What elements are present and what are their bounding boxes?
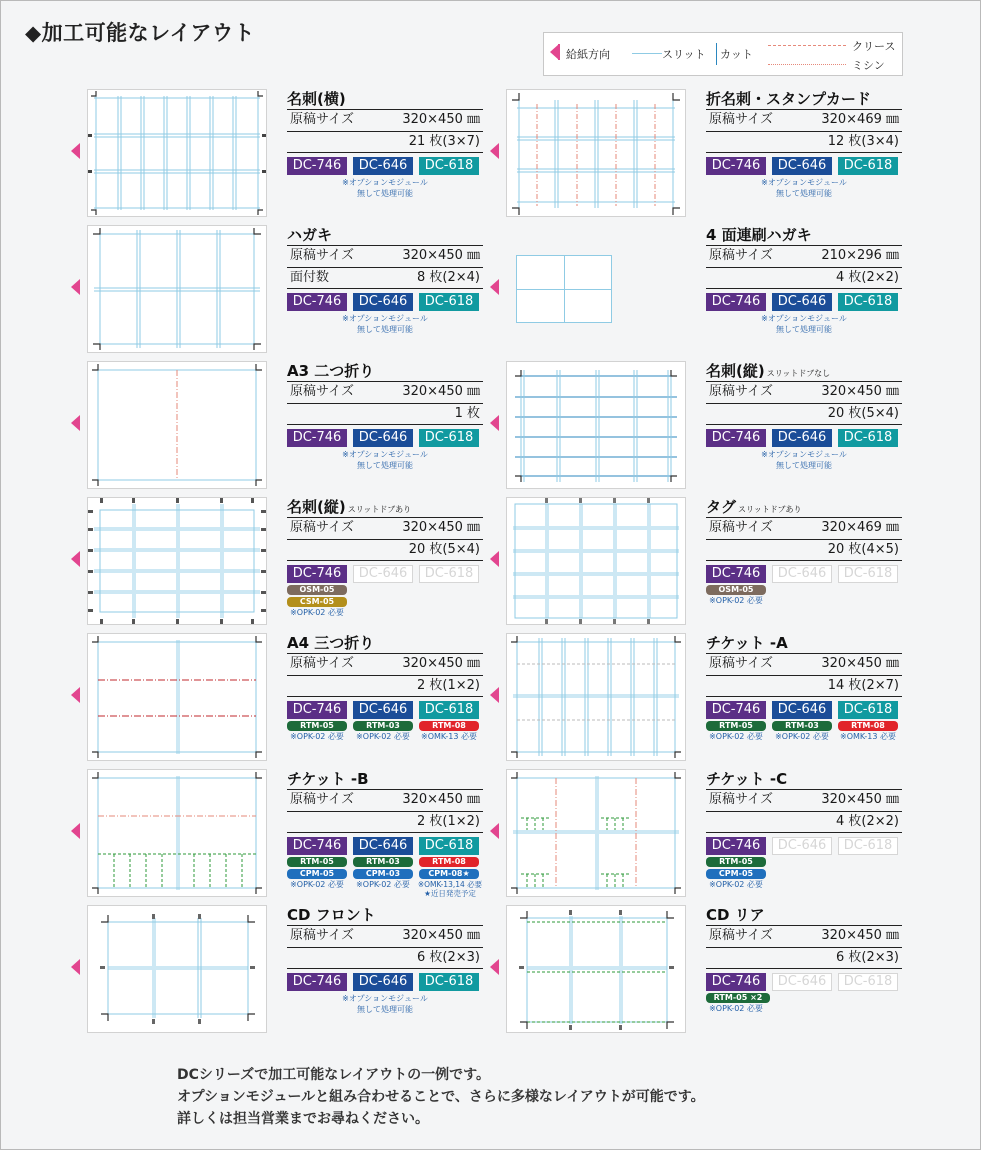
layout-info xyxy=(287,633,483,761)
layout-title: 名刺(横) xyxy=(287,90,346,108)
model-badges xyxy=(287,565,483,585)
module-rtm03-badge: RTM-03 xyxy=(353,721,413,731)
spec-row-count: 20 枚(5×4) xyxy=(287,539,483,561)
layout-card-postcard xyxy=(87,225,502,353)
layout-card-business-card-landscape xyxy=(87,89,502,217)
layout-diagram xyxy=(87,225,267,353)
layout-diagram xyxy=(506,769,686,897)
spec-row-size: 原稿サイズ 320×450 ㎜ xyxy=(287,653,483,675)
model-dc746-badge: DC-746 xyxy=(287,973,347,991)
option-note: ※オプションモジュール xyxy=(761,314,847,323)
slit-line-icon xyxy=(632,53,662,54)
model-dc646-badge-disabled: DC-646 xyxy=(772,837,832,855)
requirement-note: ※OPK-02 必要 xyxy=(290,732,344,741)
model-dc746-badge: DC-746 xyxy=(706,837,766,855)
layout-info xyxy=(706,361,902,471)
model-dc618-badge-disabled: DC-618 xyxy=(419,565,479,583)
model-dc646-badge-disabled: DC-646 xyxy=(772,565,832,583)
option-note: 無して処理可能 xyxy=(776,461,832,470)
feed-direction-icon xyxy=(490,415,499,431)
option-note: 無して処理可能 xyxy=(776,189,832,198)
model-dc618-badge: DC-618 xyxy=(838,429,898,447)
spec-row-size: 原稿サイズ 320×450 ㎜ xyxy=(287,245,483,267)
layout-card-business-card-portrait-no-gutter xyxy=(506,361,921,489)
layout-title: チケット -C xyxy=(706,770,788,788)
feed-direction-icon xyxy=(71,279,80,295)
model-badges xyxy=(706,157,902,177)
model-badges xyxy=(287,157,483,177)
legend-slit-label: スリット xyxy=(662,48,706,61)
requirement-note: ※OMK-13 必要 xyxy=(840,732,896,741)
model-dc646-badge: DC-646 xyxy=(353,973,413,991)
requirement-note: ※OPK-02 必要 xyxy=(356,732,410,741)
layout-diagram xyxy=(506,89,686,217)
module-rtm08-badge: RTM-08 xyxy=(419,721,479,731)
spec-row-count: 1 枚 xyxy=(287,403,483,425)
legend-feed-label: 給紙方向 xyxy=(566,48,610,61)
layout-info xyxy=(287,769,483,897)
model-dc746-badge: DC-746 xyxy=(287,293,347,311)
module-rtm05-badge: RTM-05 xyxy=(287,721,347,731)
model-badges xyxy=(706,565,902,585)
layout-title: 4 面連刷ハガキ xyxy=(706,226,812,244)
model-dc618-badge: DC-618 xyxy=(419,701,479,719)
model-dc618-badge-disabled: DC-618 xyxy=(838,837,898,855)
module-badges xyxy=(287,721,483,761)
module-rtm03-badge: RTM-03 xyxy=(353,857,413,867)
model-badges xyxy=(287,429,483,449)
layout-card-ticket-b xyxy=(87,769,502,897)
option-note: 無して処理可能 xyxy=(776,325,832,334)
legend-perf-label: ミシン xyxy=(852,59,885,72)
module-badges xyxy=(706,721,902,761)
model-dc618-badge: DC-618 xyxy=(419,157,479,175)
model-dc646-badge: DC-646 xyxy=(353,429,413,447)
option-note: 無して処理可能 xyxy=(357,325,413,334)
option-note: 無して処理可能 xyxy=(357,1005,413,1014)
option-note: 無して処理可能 xyxy=(357,189,413,198)
layout-diagram xyxy=(516,255,612,323)
footer-line: オプションモジュールと組み合わせることで、さらに多様なレイアウトが可能です。 xyxy=(177,1089,705,1105)
layout-info xyxy=(287,225,483,335)
option-note: ※オプションモジュール xyxy=(342,994,428,1003)
spec-row-count: 4 枚(2×2) xyxy=(706,811,902,833)
model-dc746-badge: DC-746 xyxy=(287,565,347,583)
model-dc746-badge: DC-746 xyxy=(287,429,347,447)
requirement-note: ※OPK-02 必要 xyxy=(290,608,344,617)
spec-row-count: 14 枚(2×7) xyxy=(706,675,902,697)
requirement-note: ※OPK-02 必要 xyxy=(709,1004,763,1013)
layout-diagram xyxy=(87,497,267,625)
model-dc618-badge: DC-618 xyxy=(419,429,479,447)
feed-direction-icon xyxy=(71,415,80,431)
footer-line: DCシリーズで加工可能なレイアウトの一例です。 xyxy=(177,1067,490,1083)
option-note: ※オプションモジュール xyxy=(342,314,428,323)
model-dc646-badge: DC-646 xyxy=(772,293,832,311)
model-dc646-badge: DC-646 xyxy=(353,293,413,311)
layout-diagram xyxy=(506,905,686,1033)
model-badges xyxy=(706,701,902,721)
spec-row-count: 4 枚(2×2) xyxy=(706,267,902,289)
spec-row-size: 原稿サイズ 320×450 ㎜ xyxy=(706,381,902,403)
feed-direction-icon xyxy=(490,959,499,975)
layout-diagram xyxy=(506,633,686,761)
feed-direction-icon xyxy=(490,143,499,159)
requirement-note: ※OPK-02 必要 xyxy=(290,880,344,889)
option-note: ※オプションモジュール xyxy=(342,450,428,459)
legend-crease-label: クリース xyxy=(852,40,896,53)
layout-info xyxy=(706,905,902,1033)
feed-direction-icon xyxy=(71,143,80,159)
model-dc746-badge: DC-746 xyxy=(706,973,766,991)
layout-card-folded-card xyxy=(506,89,921,217)
page-title: ◆加工可能なレイアウト xyxy=(25,21,255,45)
module-osm05-badge: OSM-05 xyxy=(706,585,766,595)
crease-line-icon xyxy=(768,45,846,46)
module-cpm05-badge: CPM-05 xyxy=(287,869,347,879)
layout-title: CD リア xyxy=(706,906,765,924)
model-dc646-badge: DC-646 xyxy=(772,701,832,719)
layout-info xyxy=(287,905,483,1015)
module-cpm05-badge: CPM-05 xyxy=(706,869,766,879)
requirement-note: ※OPK-02 必要 xyxy=(709,596,763,605)
spec-row-count: 2 枚(1×2) xyxy=(287,675,483,697)
model-dc746-badge: DC-746 xyxy=(706,293,766,311)
model-badges xyxy=(287,837,483,857)
perf-line-icon xyxy=(768,64,846,65)
layout-card-ticket-c xyxy=(506,769,921,897)
model-badges xyxy=(287,293,483,313)
footer-text xyxy=(177,1064,705,1130)
module-badges xyxy=(287,585,483,625)
feed-direction-icon xyxy=(490,687,499,703)
spec-row-size: 原稿サイズ 320×469 ㎜ xyxy=(706,517,902,539)
model-dc618-badge: DC-618 xyxy=(419,837,479,855)
layout-info xyxy=(706,769,902,897)
layout-title: 名刺(縦) スリットドブあり xyxy=(287,498,412,516)
layout-card-business-card-portrait-gutter xyxy=(87,497,502,625)
layout-info xyxy=(287,361,483,471)
layout-info xyxy=(287,497,483,625)
model-dc746-badge: DC-746 xyxy=(706,157,766,175)
model-dc746-badge: DC-746 xyxy=(287,701,347,719)
layout-info xyxy=(287,89,483,199)
requirement-note: ※OPK-02 必要 xyxy=(709,880,763,889)
spec-row-size: 原稿サイズ 320×450 ㎜ xyxy=(706,653,902,675)
layout-card-cd-rear xyxy=(506,905,921,1033)
option-note: ※オプションモジュール xyxy=(761,178,847,187)
module-badges xyxy=(706,585,902,625)
spec-row-count: 21 枚(3×7) xyxy=(287,131,483,153)
requirement-note: ※OPK-02 必要 xyxy=(709,732,763,741)
layout-diagram xyxy=(506,361,686,489)
layout-title: チケット -B xyxy=(287,770,369,788)
feed-direction-icon xyxy=(71,687,80,703)
layout-diagram xyxy=(87,769,267,897)
layout-title: A4 三つ折り xyxy=(287,634,375,652)
model-dc618-badge: DC-618 xyxy=(838,701,898,719)
module-badges xyxy=(706,857,902,897)
option-note: ※オプションモジュール xyxy=(761,450,847,459)
module-osm05-badge: OSM-05 xyxy=(287,585,347,595)
model-dc646-badge: DC-646 xyxy=(353,837,413,855)
layout-title: チケット -A xyxy=(706,634,788,652)
model-dc646-badge-disabled: DC-646 xyxy=(772,973,832,991)
legend xyxy=(543,32,903,76)
layout-card-4up-postcard xyxy=(506,225,921,353)
model-badges xyxy=(287,973,483,993)
model-dc618-badge-disabled: DC-618 xyxy=(838,565,898,583)
layout-card-ticket-a xyxy=(506,633,921,761)
model-badges xyxy=(706,429,902,449)
requirement-note: ※OMK-13 必要 xyxy=(421,732,477,741)
model-dc618-badge: DC-618 xyxy=(838,157,898,175)
layout-title: CD フロント xyxy=(287,906,376,924)
model-dc618-badge: DC-618 xyxy=(419,293,479,311)
feed-direction-icon xyxy=(71,551,80,567)
requirement-note: ※OPK-02 必要 xyxy=(356,880,410,889)
model-dc646-badge: DC-646 xyxy=(772,429,832,447)
layout-card-cd-front xyxy=(87,905,502,1033)
model-dc646-badge: DC-646 xyxy=(353,701,413,719)
option-note: ※オプションモジュール xyxy=(342,178,428,187)
layout-diagram xyxy=(87,633,267,761)
model-dc646-badge: DC-646 xyxy=(353,157,413,175)
layout-diagram xyxy=(87,361,267,489)
model-dc618-badge: DC-618 xyxy=(419,973,479,991)
spec-row-size: 原稿サイズ 320×450 ㎜ xyxy=(706,925,902,947)
layout-info xyxy=(706,89,902,199)
model-dc746-badge: DC-746 xyxy=(706,565,766,583)
spec-row-count: 6 枚(2×3) xyxy=(706,947,902,969)
module-cpm03-badge: CPM-03 xyxy=(353,869,413,879)
model-badges xyxy=(706,837,902,857)
model-dc746-badge: DC-746 xyxy=(287,157,347,175)
model-dc646-badge: DC-646 xyxy=(772,157,832,175)
model-dc746-badge: DC-746 xyxy=(706,429,766,447)
spec-row-size: 原稿サイズ 320×450 ㎜ xyxy=(287,109,483,131)
model-badges xyxy=(287,701,483,721)
spec-row-size: 原稿サイズ 210×296 ㎜ xyxy=(706,245,902,267)
layout-info xyxy=(706,497,902,625)
spec-row-count: 12 枚(3×4) xyxy=(706,131,902,153)
module-rtm08-badge: RTM-08 xyxy=(419,857,479,867)
coming-soon-note: ★近日発売予定 xyxy=(424,889,476,898)
layout-diagram xyxy=(87,89,267,217)
module-rtm05-badge: RTM-05 xyxy=(287,857,347,867)
spec-row-size: 原稿サイズ 320×450 ㎜ xyxy=(287,925,483,947)
module-rtm05x2-badge: RTM-05 ×2 xyxy=(706,993,770,1003)
module-cpm08-badge: CPM-08★ xyxy=(419,869,479,879)
layout-diagram xyxy=(506,497,686,625)
requirement-note: ※OMK-13,14 必要 xyxy=(417,880,483,889)
spec-row-count: 6 枚(2×3) xyxy=(287,947,483,969)
module-rtm03-badge: RTM-03 xyxy=(772,721,832,731)
layout-card-a3-half-fold xyxy=(87,361,502,489)
cut-line xyxy=(517,289,611,290)
legend-cut-label: カット xyxy=(720,48,753,61)
layout-info xyxy=(706,225,902,335)
feed-direction-icon xyxy=(71,823,80,839)
layout-card-tag xyxy=(506,497,921,625)
module-badges xyxy=(287,857,483,897)
spec-row-count: 面付数 8 枚(2×4) xyxy=(287,267,483,289)
requirement-note: ※OPK-02 必要 xyxy=(775,732,829,741)
module-badges xyxy=(706,993,902,1033)
module-csm05-badge: CSM-05 xyxy=(287,597,347,607)
spec-row-count: 20 枚(4×5) xyxy=(706,539,902,561)
layout-title: 名刺(縦) スリットドブなし xyxy=(706,362,831,380)
layout-title: A3 二つ折り xyxy=(287,362,375,380)
spec-row-size: 原稿サイズ 320×450 ㎜ xyxy=(287,789,483,811)
module-rtm05-badge: RTM-05 xyxy=(706,721,766,731)
model-dc646-badge-disabled: DC-646 xyxy=(353,565,413,583)
cut-line-icon xyxy=(716,43,717,65)
footer-line: 詳しくは担当営業までお尋ねください。 xyxy=(177,1111,429,1127)
feed-direction-icon xyxy=(71,959,80,975)
layout-title: ハガキ xyxy=(287,226,333,244)
spec-row-size: 原稿サイズ 320×450 ㎜ xyxy=(706,789,902,811)
layout-title: 折名刺・スタンプカード xyxy=(706,90,871,108)
layout-info xyxy=(706,633,902,761)
layout-title: タグ スリットドブあり xyxy=(706,498,802,516)
model-dc618-badge-disabled: DC-618 xyxy=(838,973,898,991)
feed-direction-icon xyxy=(490,823,499,839)
module-rtm05-badge: RTM-05 xyxy=(706,857,766,867)
module-rtm08-badge: RTM-08 xyxy=(838,721,898,731)
spec-row-size: 原稿サイズ 320×469 ㎜ xyxy=(706,109,902,131)
feed-direction-icon xyxy=(490,551,499,567)
spec-row-count: 2 枚(1×2) xyxy=(287,811,483,833)
layout-diagram xyxy=(87,905,267,1033)
option-note: 無して処理可能 xyxy=(357,461,413,470)
model-dc746-badge: DC-746 xyxy=(706,701,766,719)
feed-direction-line xyxy=(558,44,560,60)
model-dc618-badge: DC-618 xyxy=(838,293,898,311)
feed-direction-icon xyxy=(490,279,499,295)
model-badges xyxy=(706,293,902,313)
spec-row-size: 原稿サイズ 320×450 ㎜ xyxy=(287,517,483,539)
layout-card-a4-tri-fold xyxy=(87,633,502,761)
spec-row-count: 20 枚(5×4) xyxy=(706,403,902,425)
model-badges xyxy=(706,973,902,993)
model-dc746-badge: DC-746 xyxy=(287,837,347,855)
spec-row-size: 原稿サイズ 320×450 ㎜ xyxy=(287,381,483,403)
